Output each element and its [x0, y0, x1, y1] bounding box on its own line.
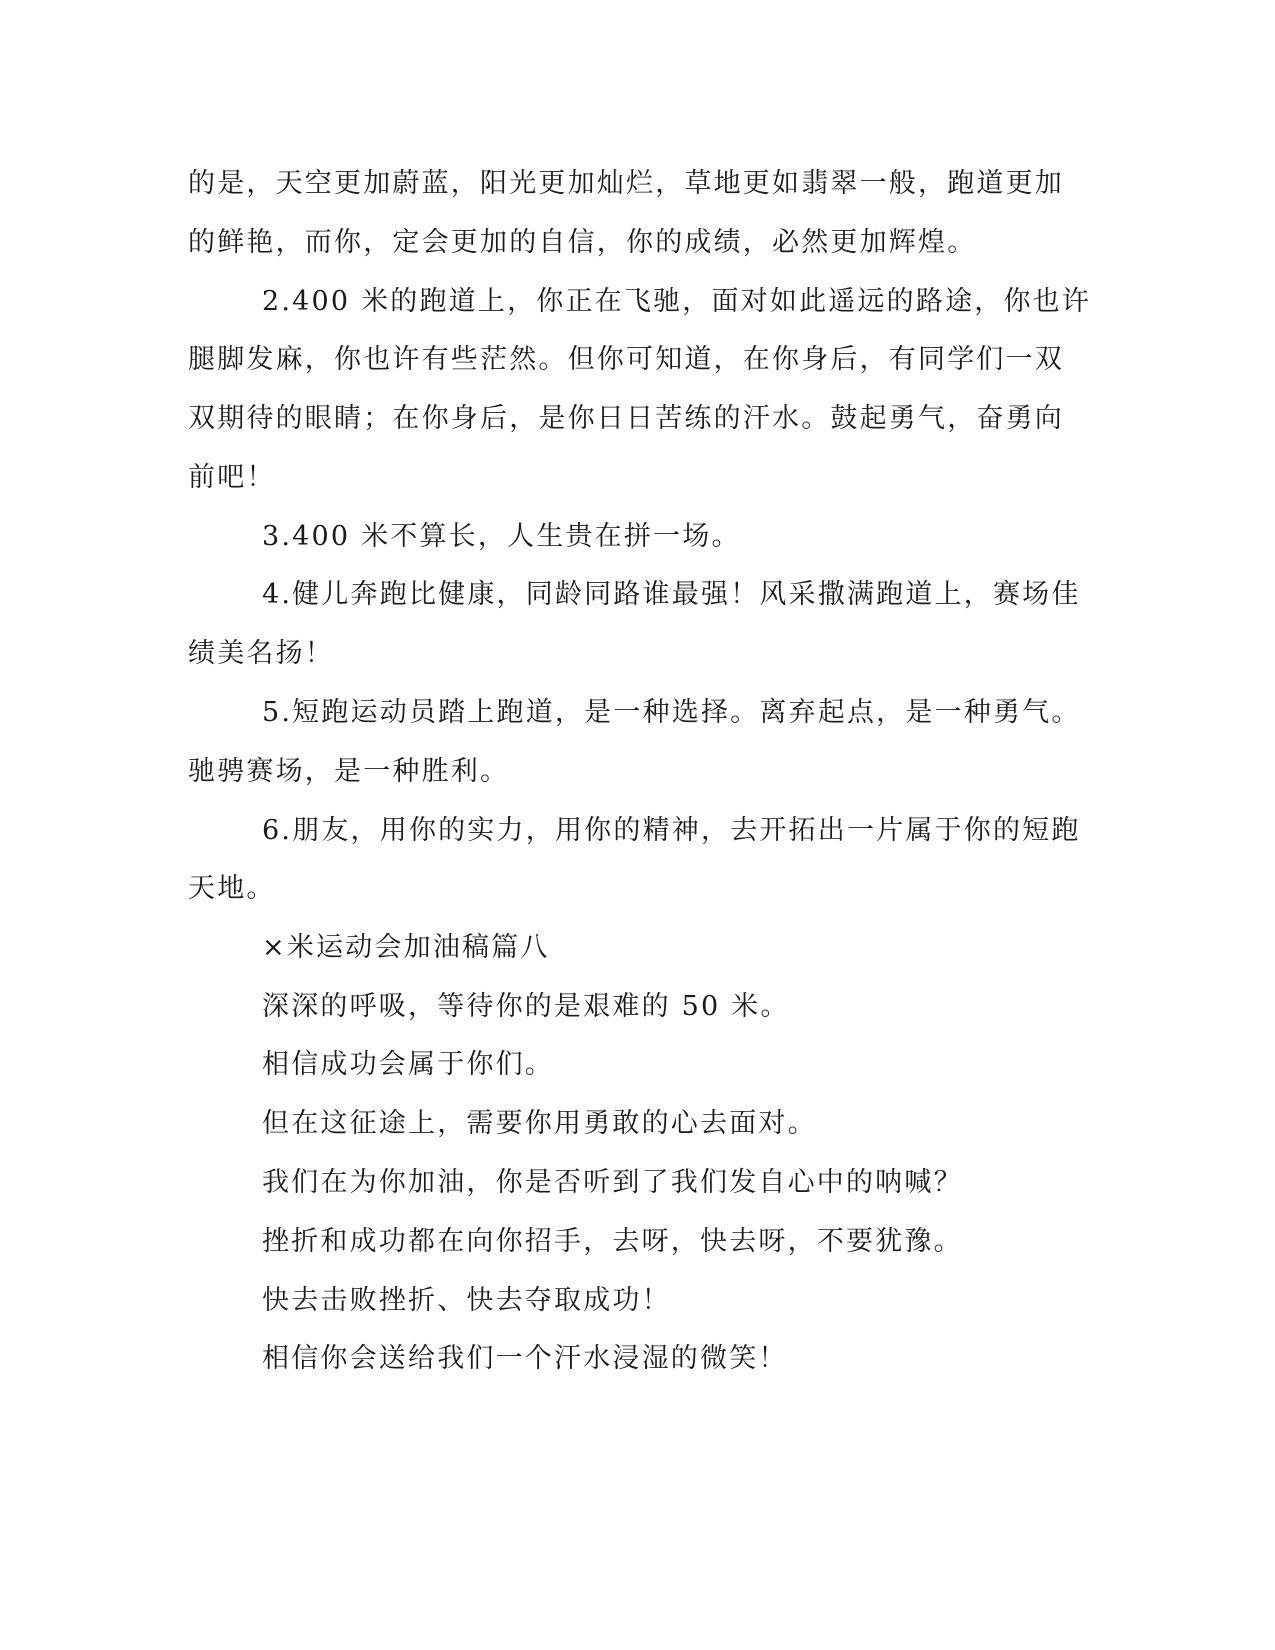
text-line: 双期待的眼睛；在你身后，是你日日苦练的汗水。鼓起勇气，奋勇向 — [188, 403, 1064, 434]
text-line: 天地。 — [188, 873, 276, 904]
paragraph-6-start: 6.朋友，用你的实力，用你的精神，去开拓出一片属于你的短跑 — [262, 815, 1081, 846]
section-heading: ×米运动会加油稿篇八 — [262, 932, 550, 963]
text-line: 相信成功会属于你们。 — [262, 1049, 554, 1080]
paragraph-2-start: 2.400 米的跑道上，你正在飞驰，面对如此遥远的路途，你也许 — [262, 286, 1092, 317]
text-line: 深深的呼吸，等待你的是艰难的 50 米。 — [262, 991, 790, 1022]
text-line: 前吧！ — [188, 462, 276, 493]
paragraph-3: 3.400 米不算长，人生贵在拼一场。 — [262, 521, 741, 552]
text-line: 腿脚发麻，你也许有些茫然。但你可知道，在你身后，有同学们一双 — [188, 344, 1064, 375]
paragraph-4-start: 4.健儿奔跑比健康，同龄同路谁最强！风采撒满跑道上，赛场佳 — [262, 579, 1081, 610]
text-line: 相信你会送给我们一个汗水浸湿的微笑！ — [262, 1343, 788, 1374]
text-line: 快去击败挫折、快去夺取成功！ — [262, 1285, 671, 1316]
text-line: 的是，天空更加蔚蓝，阳光更加灿烂，草地更如翡翠一般，跑道更加 — [188, 168, 1064, 199]
text-line: 驰骋赛场，是一种胜利。 — [188, 756, 510, 787]
paragraph-5-start: 5.短跑运动员踏上跑道，是一种选择。离弃起点，是一种勇气。 — [262, 697, 1081, 728]
text-line: 绩美名扬！ — [188, 638, 334, 669]
text-line: 的鲜艳，而你，定会更加的自信，你的成绩，必然更加辉煌。 — [188, 227, 977, 258]
text-line: 我们在为你加油，你是否听到了我们发自心中的呐喊？ — [262, 1167, 963, 1198]
text-line: 但在这征途上，需要你用勇敢的心去面对。 — [262, 1108, 817, 1139]
text-line: 挫折和成功都在向你招手，去呀，快去呀，不要犹豫。 — [262, 1226, 963, 1257]
